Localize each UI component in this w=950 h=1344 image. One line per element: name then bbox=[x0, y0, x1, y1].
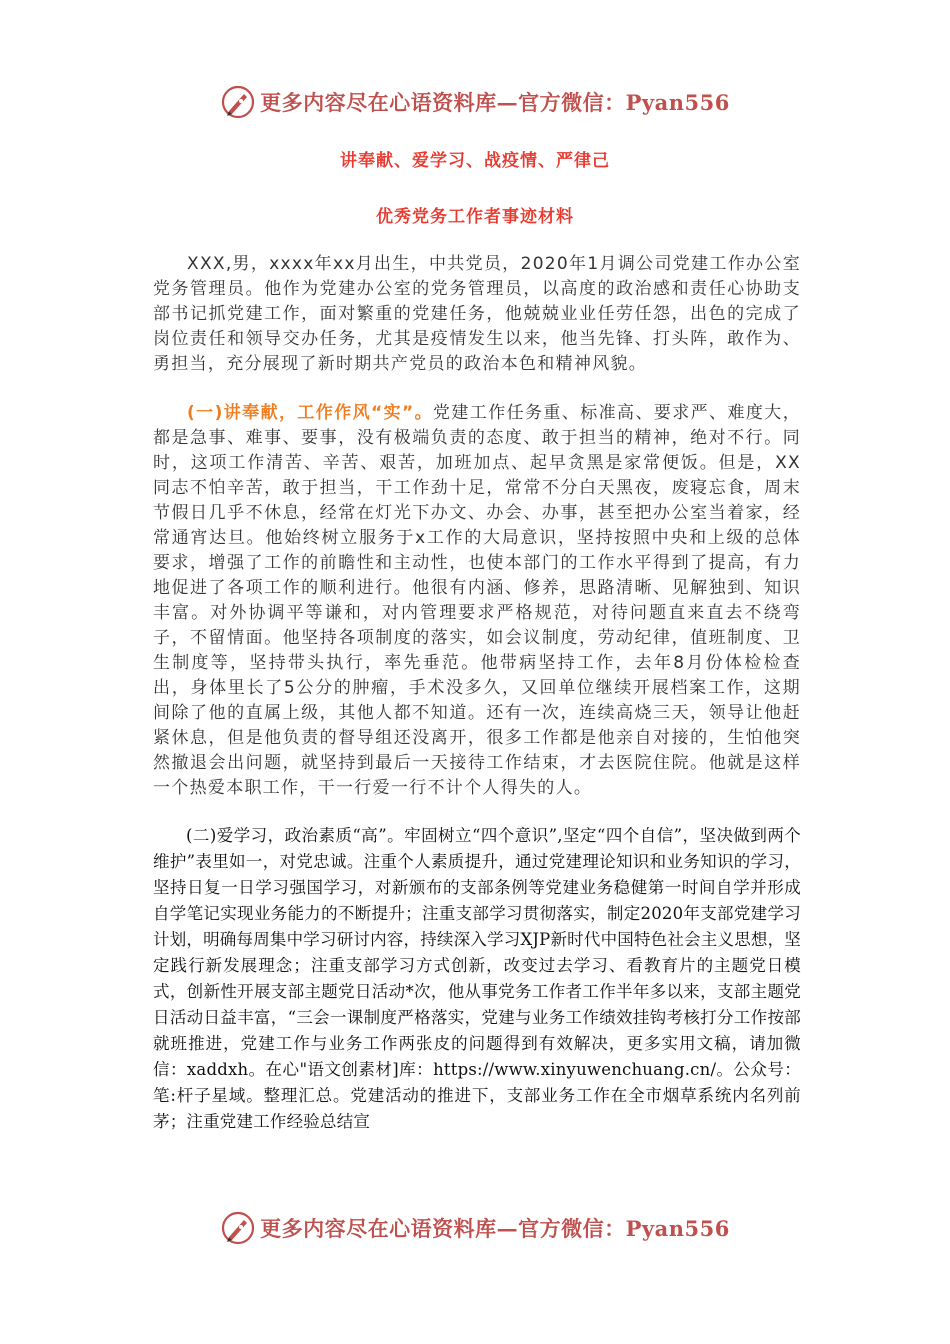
paragraph-study: (二)爱学习，政治素质“高”。牢固树立“四个意识”,坚定“四个自信”，坚决做到两个维护”表里如一，对党忠诚。注重个人素质提升，通过党建理论知识和业务知识的学习，坚持日复一日学习强国学习，对新颁布的支部条例等党建业务稳健第一时间自学并形成自学笔记实现业务能力的不断提升；注重支部学习贯彻落实，制定2020年支部党建学习计划，明确每周集中学习研讨内容，持续深入学习XJP新时代中国特色社会主义思想，坚定践行新发展理念；注重支部学习方式创新，改变过去学习、看教育片的主题党日模式，创新性开展支部主题党日活动*次，他从事党务工作者工作半年多以来，支部主题党日活动日益丰富，“三会一课制度严格落实，党建与业务工作绩效挂钩考核打分工作按部就班推进，党建工作与业务工作两张皮的问题得到有效解决，更多实用文稿，请加微信：xaddxh。在心"语文创素材]库：https://www.xinyuwenchuang.cn/。公众号：笔:杆子星域。整理汇总。党建活动的推进下，支部业务工作在全市烟草系统内名列前茅；注重党建工作经验总结宣 bbox=[153, 826, 801, 1131]
document-title: 讲奉献、爱学习、战疫情、严律己 bbox=[340, 151, 610, 171]
section-heading-dedication: (一)讲奉献，工作作风“实”。 bbox=[187, 403, 433, 423]
pen-logo-icon bbox=[220, 1210, 256, 1246]
paragraph-intro: XXX,男，xxxx年xx月出生，中共党员，2020年1月调公司党建工作办公室党务管理员。他作为党建办公室的党务管理员，以高度的政治感和责任心协助支部书记抓党建工作，面对繁重的党建任务，他兢兢业业任劳任怨，出色的完成了岗位责任和领导交办任务，尤其是疫情发生以来，他当先锋、打头阵，敢作为、勇担当，充分展现了新时期共产党员的政治本色和精神风貌。 bbox=[153, 254, 801, 374]
pen-logo-icon bbox=[220, 84, 256, 120]
banner-text: 更多内容尽在心语资料库—官方微信：Pyan556 bbox=[260, 90, 730, 115]
banner-text: 更多内容尽在心语资料库—官方微信：Pyan556 bbox=[260, 1216, 730, 1241]
paragraph-dedication-body: 党建工作任务重、标准高、要求严、难度大，都是急事、难事、要事，没有极端负责的态度、敢于担当的精神，绝对不行。同时，这项工作清苦、辛苦、艰苦，加班加点、起早贪黑是家常便饭。但是，XX同志不怕辛苦，敢于担当，干工作劲十足，常常不分白天黑夜，废寝忘食，周末节假日几乎不休息，经常在灯光下办文、办会、办事，甚至把办公室当着家，经常通宵达旦。他始终树立服务于x工作的大局意识，坚持按照中央和上级的总体要求，增强了工作的前瞻性和主动性，也使本部门的工作水平得到了提高，有力地促进了各项工作的顺利进行。他很有内涵、修养，思路清晰、见解独到、知识丰富。对外协调平等谦和，对内管理要求严格规范，对待问题直来直去不绕弯子，不留情面。他坚持各项制度的落实，如会议制度，劳动纪律，值班制度、卫生制度等，坚持带头执行，率先垂范。他带病坚持工作，去年8月份体检检查出，身体里长了5公分的肿瘤，手术没多久，又回单位继续开展档案工作，这期间除了他的直属上级，其他人都不知道。还有一次，连续高烧三天，领导让他赶紧休息，但是他负责的督导组还没离开，很多工作都是他亲自对接的，生怕他突然撤退会出问题，就坚持到最后一天接待工作结束，才去医院住院。他就是这样一个热爱本职工作，干一行爱一行不计个人得失的人。 bbox=[153, 403, 802, 798]
paragraph-dedication bbox=[153, 401, 801, 801]
header-banner bbox=[0, 82, 950, 122]
footer-banner bbox=[0, 1208, 950, 1248]
document-body bbox=[153, 252, 801, 1135]
document-subtitle: 优秀党务工作者事迹材料 bbox=[376, 207, 574, 227]
